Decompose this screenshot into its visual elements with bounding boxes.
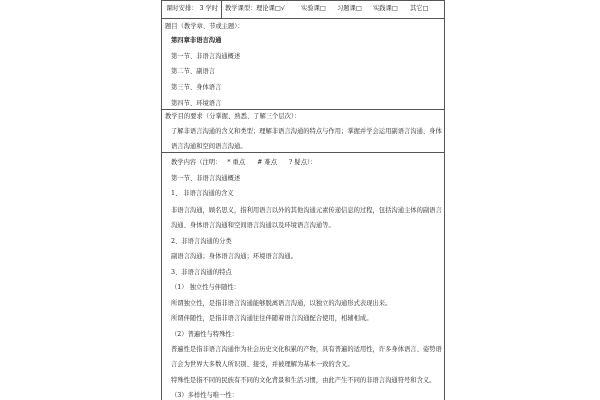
doubt-point-marker: ? 疑点）： [289,159,317,166]
row-divider [162,18,444,19]
section-item: 第一节、非语言沟通概述 [171,53,241,60]
lesson-plan-table [161,0,445,400]
type-exercise: 习题课□ [337,5,362,12]
row-divider [162,109,444,110]
topic-label: 题目（教学章、节或主题）： [165,23,244,30]
objectives-label: 教学目的要求（分掌握、熟悉、了解三个层次）： [165,113,301,120]
content-line: （2）普遍性与特殊性： [171,331,238,338]
section-item: 第三节、身体语言 [171,84,222,91]
content-line: 所谓独立性，是指非语言沟通能够脱离语言沟通，以独立的沟通形式表现出来。 [171,300,392,307]
content-line: 所谓伴随性，是指非语言沟通往往伴随着语言沟通配合使用，相辅相成。 [171,315,373,322]
content-line: 非语言沟通，顾名思义，指利用语言以外的其他沟通元素传递信息的过程，包括沟通主体的副语言 [171,207,442,214]
difficult-point-marker: # 难点 [257,159,278,166]
header-column-divider [221,0,222,18]
section-item: 第四节、环境语言 [171,100,222,107]
objectives-text: 语言沟通和空间语言沟通。 [171,143,247,150]
content-label-line [171,159,316,167]
content-line: 2、非语言沟通的分类 [171,238,232,245]
content-line: （1） 独立性与伴随性： [171,284,240,291]
type-practice: 实践课□ [373,5,398,12]
row-divider [162,152,444,153]
content-line: 言会为世界大多数人所识别、接受，并被理解为基本一致的含义。 [171,361,354,368]
class-hours: 课时安排： 3 学时 [166,5,219,12]
key-point-marker: * 重点 [227,159,246,166]
content-line: 副语言沟通；身体语言沟通；环境语言沟通。 [171,253,297,260]
content-line: 1、 非语言沟通的含义 [171,190,234,197]
objectives-text: 了解非语言沟通的含义和类型；理解非语言沟通的特点与作用；掌握并学会运用副语言沟通、身体 [171,128,442,135]
content-line: （3）多样性与唯一性： [171,392,238,399]
type-other: 其它□ [410,5,429,12]
course-type-label: 教学课型： [225,5,257,12]
content-line: 第一节、非语言沟通概述 [171,175,241,182]
content-line: 3、非语言沟通的特点 [171,269,232,276]
section-item: 第二节、副语言 [171,68,216,75]
table-top-border [162,0,444,1]
content-line: 普遍性是指非语言沟通作为社会历史文化积累的产物，具有普遍的适用性，许多身体语言、姿势语 [171,346,442,353]
chapter-title: 第四章非语言沟通 [171,37,222,44]
type-theory: 理论课□√ [256,5,285,12]
content-line: 沟通、身体语言沟通和空间语言沟通以及环境语言沟通等。 [171,222,335,229]
content-line: 特殊性是指不同的民族有不同的文化背景和生活习惯，由此产生不同的非语言沟通符号和含义。 [171,377,436,384]
type-lab: 实验课□ [301,5,326,12]
content-label: 教学内容（注明： [171,159,222,166]
